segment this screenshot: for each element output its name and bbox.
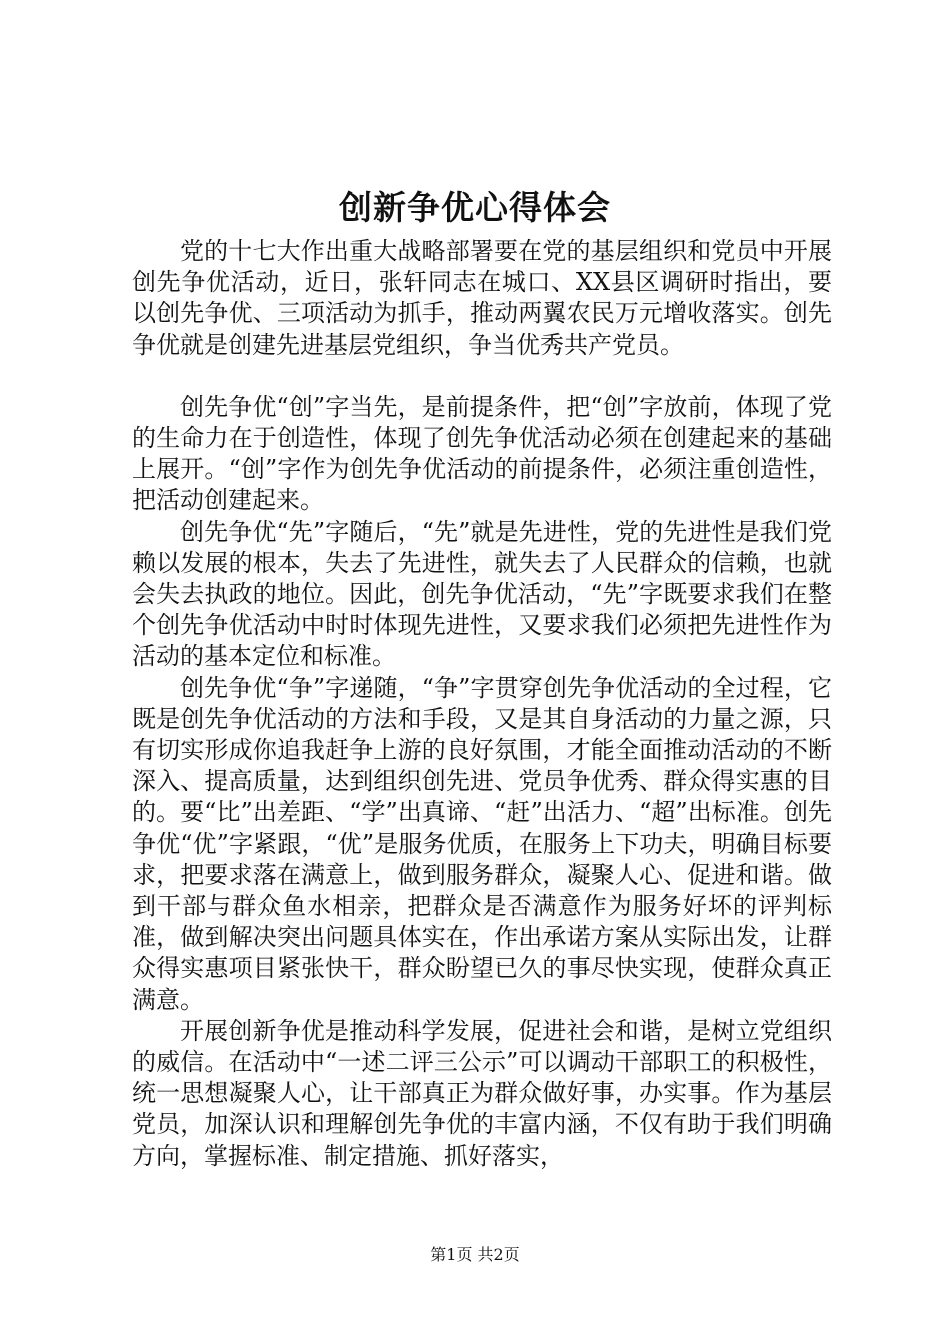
paragraph-conclusion: 开展创新争优是推动科学发展，促进社会和谐，是树立党组织的威信。在活动中“一述二评三公示”可以调动干部职工的积极性，统一思想凝聚人心，让干部真正为群众做好事，办实事。作为基层党员，加深认识和理解创先争优的丰富内涵，不仅有助于我们明确方向，掌握标准、制定措施、抓好落实， — [132, 1016, 832, 1170]
paragraph-zheng-you: 创先争优“争”字递随，“争”字贯穿创先争优活动的全过程，它既是创先争优活动的方法和手段，又是其自身活动的力量之源，只有切实形成你追我赶争上游的良好氛围，才能全面推动活动的不断深入、提高质量，达到组织创先进、党员争优秀、群众得实惠的目的。要“比”出差距、“学”出真谛、“赶”出活力、“超”出标准。创先争优“优”字紧跟，“优”是服务优质，在服务上下功夫，明确目标要求，把要求落在满意上，做到服务群众，凝聚人心、促进和谐。做到干部与群众鱼水相亲，把群众是否满意作为服务好坏的评判标准，做到解决突出问题具体实在，作出承诺方案从实际出发，让群众得实惠项目紧张快干，群众盼望已久的事尽快实现，使群众真正满意。 — [132, 673, 832, 1014]
paragraph-chuang: 创先争优“创”字当先，是前提条件，把“创”字放前，体现了党的生命力在于创造性，体现了创先争优活动必须在创建起来的基础上展开。“创”字作为创先争优活动的前提条件，必须注重创造性，把活动创建起来。 — [132, 392, 832, 515]
paragraph-intro: 党的十七大作出重大战略部署要在党的基层组织和党员中开展创先争优活动，近日，张轩同志在城口、XX县区调研时指出，要以创先争优、三项活动为抓手，推动两翼农民万元增收落实。创先争优就是创建先进基层党组织，争当优秀共产党员。 — [132, 237, 832, 359]
paragraph-xian: 创先争优“先”字随后，“先”就是先进性，党的先进性是我们党赖以发展的根本，失去了先进性，就失去了人民群众的信赖，也就会失去执政的地位。因此，创先争优活动，“先”字既要求我们在整个创先争优活动中时时体现先进性，又要求我们必须把先进性作为活动的基本定位和标准。 — [132, 517, 832, 671]
document-title: 创新争优心得体会 — [339, 188, 611, 227]
page-number: 第1页 共2页 — [430, 1245, 520, 1264]
document-body — [132, 236, 832, 1172]
